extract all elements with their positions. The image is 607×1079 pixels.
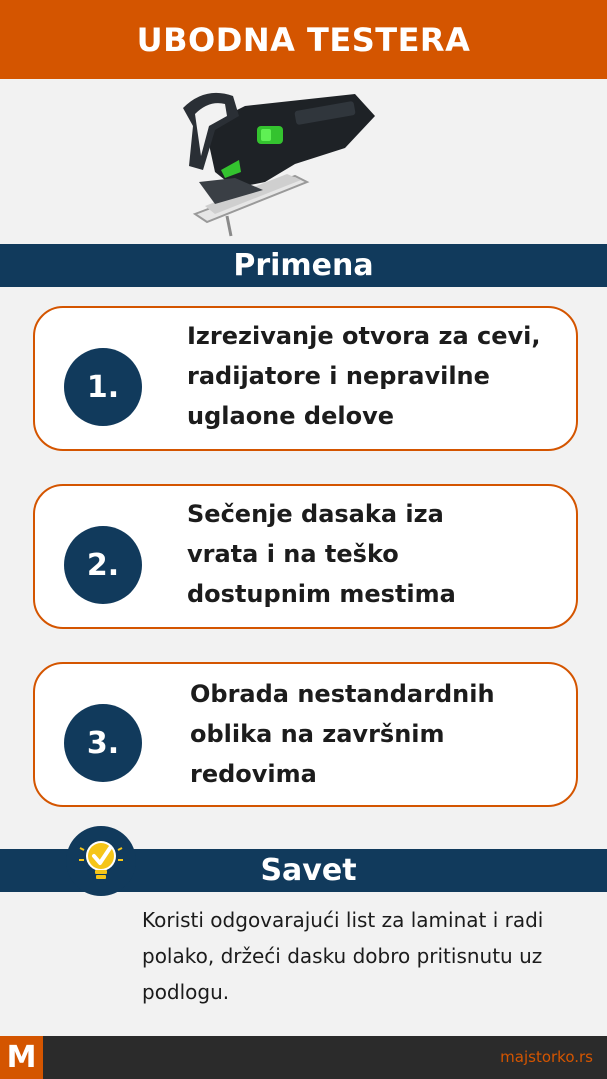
tip-text: Koristi odgovarajući list za laminat i radi polako, držeći dasku dobro pritisnutu uz podlogu. xyxy=(142,908,544,1004)
step-card xyxy=(33,662,578,807)
step-card xyxy=(33,484,578,629)
step-number-badge: 2. xyxy=(64,526,142,604)
lightbulb-check-icon xyxy=(66,826,136,896)
step-text: Sečenje dasaka iza vrata i na teško dostupnim mestima xyxy=(187,500,456,608)
brand-logo: M xyxy=(0,1036,43,1079)
step-number-badge: 1. xyxy=(64,348,142,426)
step-number-badge: 3. xyxy=(64,704,142,782)
page-title: UBODNA TESTERA xyxy=(136,20,471,59)
section-header-primena xyxy=(0,244,607,287)
section-title: Primena xyxy=(233,248,374,283)
section-title: Savet xyxy=(260,853,357,888)
step-card xyxy=(33,306,578,451)
jigsaw-icon xyxy=(175,86,385,238)
website-link[interactable]: majstorko.rs xyxy=(500,1048,593,1066)
step-text: Obrada nestandardnih oblika na završnim redovima xyxy=(190,680,495,788)
header-banner xyxy=(0,0,607,79)
step-text: Izrezivanje otvora za cevi, radijatore i nepravilne uglaone delove xyxy=(187,322,541,430)
footer-bar xyxy=(0,1036,607,1079)
